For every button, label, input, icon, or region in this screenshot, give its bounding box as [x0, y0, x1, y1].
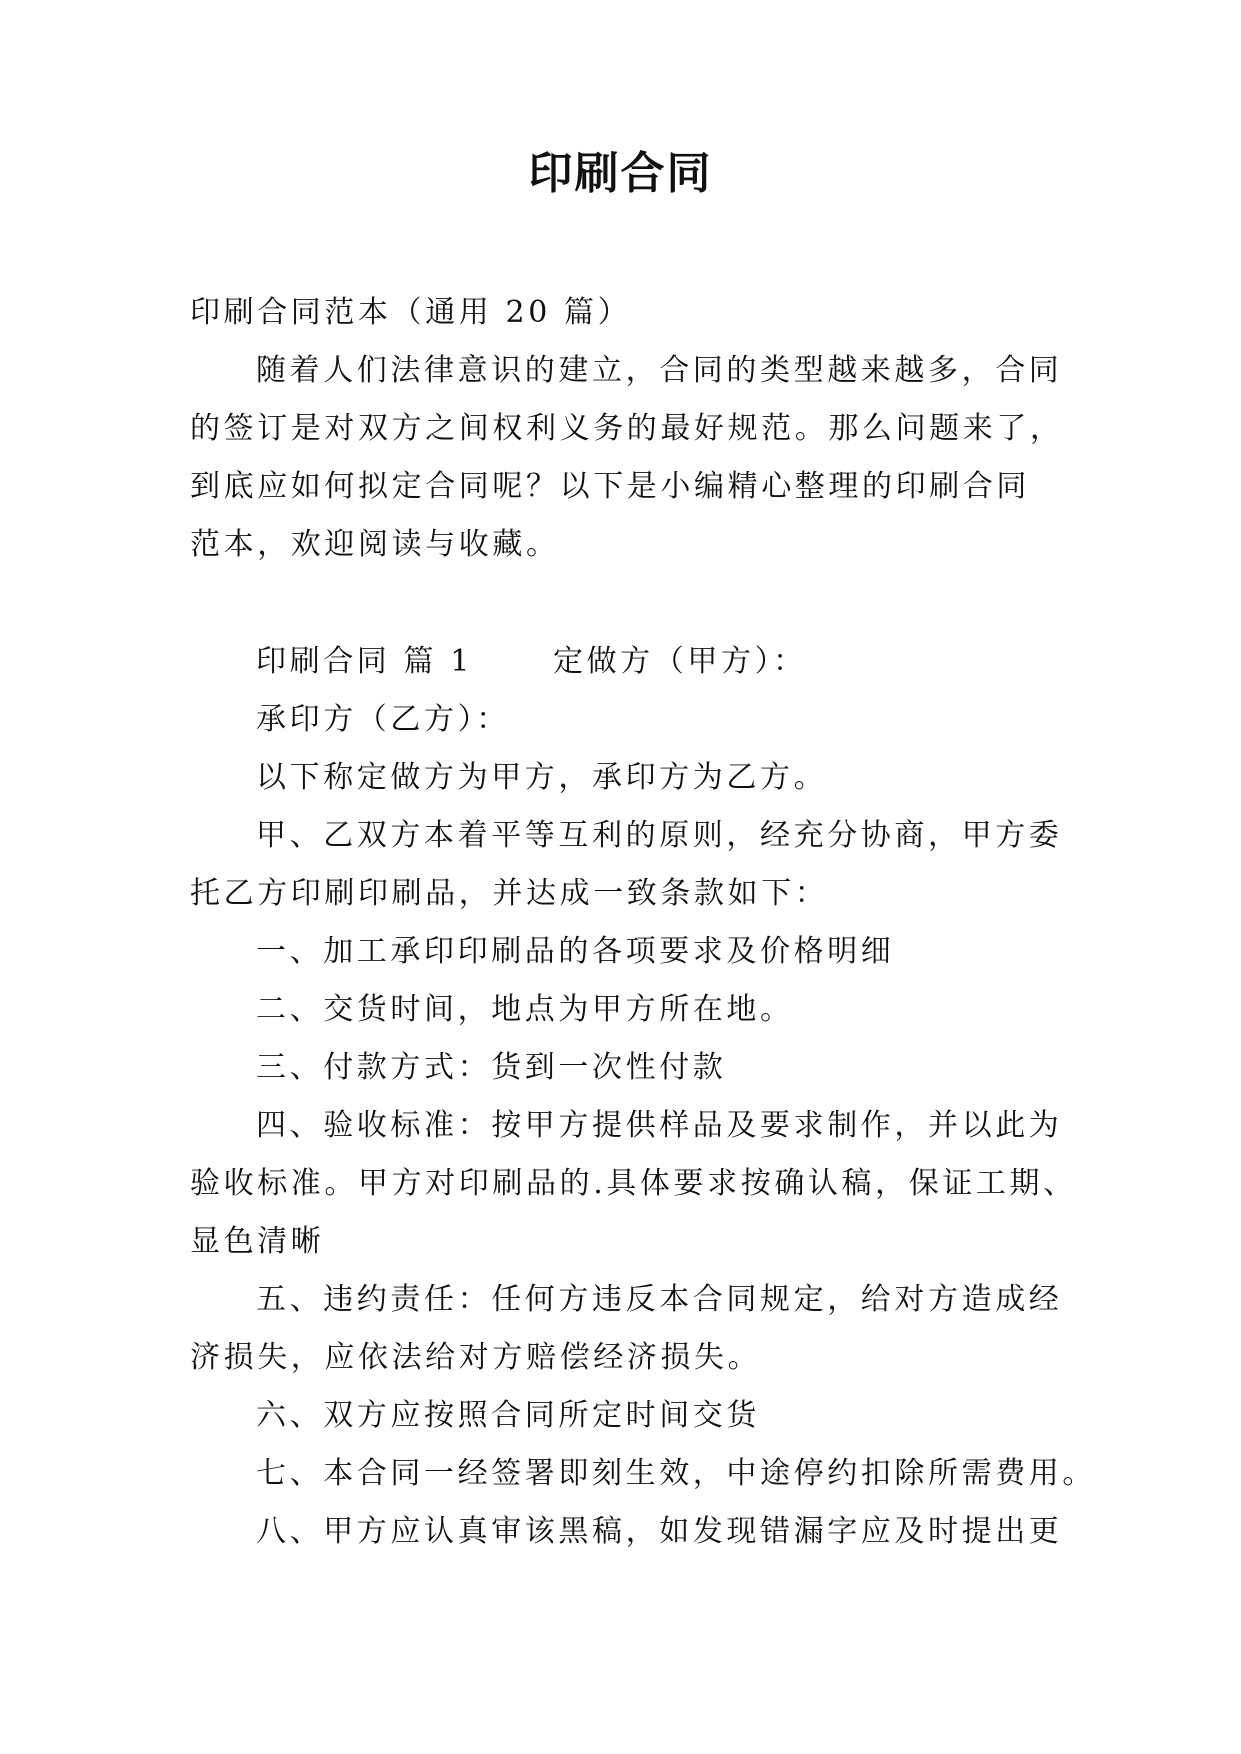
intro-line: 的签订是对双方之间权利义务的最好规范。那么问题来了，	[190, 411, 1064, 446]
party-b-label: 承印方（乙方）：	[256, 702, 510, 737]
clause-8: 八、甲方应认真审该黑稿，如发现错漏字应及时提出更	[256, 1514, 1063, 1549]
document-title: 印刷合同	[528, 148, 713, 199]
party-definition: 以下称定做方为甲方，承印方为乙方。	[256, 760, 828, 795]
intro-line: 范本，欢迎阅读与收藏。	[190, 527, 560, 562]
clause-2: 二、交货时间，地点为甲方所在地。	[256, 992, 794, 1027]
contract-section	[190, 633, 1096, 1561]
article-heading: 印刷合同 篇 1	[256, 644, 473, 679]
intro-line: 随着人们法律意识的建立，合同的类型越来越多，合同	[256, 353, 1063, 388]
clause-5-line: 济损失，应依法给对方赔偿经济损失。	[190, 1340, 762, 1375]
article-heading-line	[190, 633, 1056, 691]
clause-7: 七、本合同一经签署即刻生效，中途停约扣除所需费用。	[256, 1456, 1096, 1491]
preamble-line: 甲、乙双方本着平等互利的原则，经充分协商，甲方委	[256, 818, 1063, 853]
clause-4-line: 四、验收标准：按甲方提供样品及要求制作，并以此为	[256, 1108, 1063, 1143]
clause-4-line: 显色清晰	[190, 1224, 325, 1259]
subtitle-line: 印刷合同范本（通用 20 篇）	[190, 295, 632, 330]
document-subtitle	[190, 284, 1056, 342]
intro-paragraph	[190, 342, 1064, 574]
clause-3: 三、付款方式：货到一次性付款	[256, 1050, 727, 1085]
clause-6: 六、双方应按照合同所定时间交货	[256, 1398, 760, 1433]
preamble-line: 托乙方印刷印刷品，并达成一致条款如下：	[190, 876, 829, 911]
clause-5-line: 五、违约责任：任何方违反本合同规定，给对方造成经	[256, 1282, 1063, 1317]
clause-1: 一、加工承印印刷品的各项要求及价格明细	[256, 934, 895, 969]
party-a-label: 定做方（甲方）：	[552, 644, 807, 679]
clause-4-line: 验收标准。甲方对印刷品的.具体要求按确认稿，保证工期、	[190, 1166, 1077, 1201]
intro-line: 到底应如何拟定合同呢？以下是小编精心整理的印刷合同	[190, 469, 1030, 504]
